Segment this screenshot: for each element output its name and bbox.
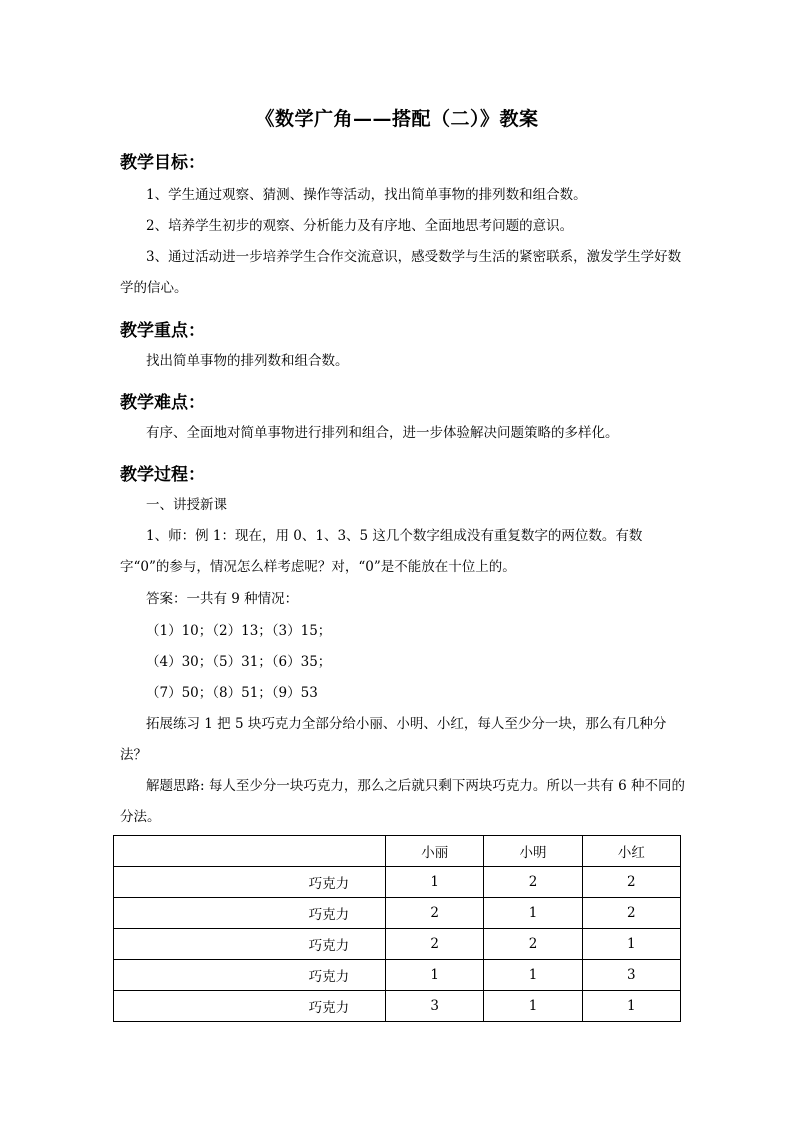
table-header-cell: 小明 <box>484 836 582 867</box>
table-cell: 巧克力 <box>114 929 386 960</box>
table-row <box>114 898 681 929</box>
table-header-row <box>114 836 681 867</box>
table-cell: 1 <box>386 960 484 991</box>
table-cell: 2 <box>582 867 680 898</box>
answer-intro: 答案：一共有 9 种情况： <box>146 591 299 607</box>
table-cell: 2 <box>484 867 582 898</box>
answer-line-1: （1）10；（2）13；（3）15； <box>146 623 332 639</box>
example-text: 1、师：例 1：现在，用 0、1、3、5 这几个数字组成没有重复数字的两位数。有数字“0”的参与，情况怎么样考虑呢？对，“0”是不能放在十位上的。 <box>120 528 643 575</box>
table-cell: 2 <box>582 898 680 929</box>
table-cell: 2 <box>484 929 582 960</box>
key-point-text: 找出简单事物的排列数和组合数。 <box>146 353 349 369</box>
table-header-cell <box>114 836 386 867</box>
table-cell: 巧克力 <box>114 898 386 929</box>
table-cell: 1 <box>582 929 680 960</box>
table-cell: 1 <box>582 991 680 1022</box>
table-header-cell: 小红 <box>582 836 680 867</box>
table-row <box>114 929 681 960</box>
key-point-heading: 教学重点： <box>120 321 205 341</box>
objective-item-3: 3、通过活动进一步培养学生合作交流意识，感受数学与生活的紧密联系，激发学生学好数学的信心。 <box>120 249 682 296</box>
objectives-heading: 教学目标： <box>120 153 205 173</box>
table-row <box>114 960 681 991</box>
answer-line-2: （4）30；（5）31；（6）35； <box>146 654 332 670</box>
objective-item-2: 2、培养学生初步的观察、分析能力及有序地、全面地思考问题的意识。 <box>146 218 574 234</box>
table-cell: 巧克力 <box>114 960 386 991</box>
table-cell: 1 <box>484 960 582 991</box>
document-title: 《数学广角——搭配（二）》教案 <box>255 108 539 130</box>
table-cell: 1 <box>484 898 582 929</box>
objective-item-1: 1、学生通过观察、猜测、操作等活动，找出简单事物的排列数和组合数。 <box>146 187 587 203</box>
table-cell: 2 <box>386 898 484 929</box>
table-cell: 1 <box>386 867 484 898</box>
table-cell: 巧克力 <box>114 867 386 898</box>
table-cell: 巧克力 <box>114 991 386 1022</box>
table-row <box>114 991 681 1022</box>
difficulty-heading: 教学难点： <box>120 393 205 413</box>
table-cell: 2 <box>386 929 484 960</box>
table-cell: 1 <box>484 991 582 1022</box>
process-step-title: 一、讲授新课 <box>146 497 227 513</box>
table-cell: 3 <box>582 960 680 991</box>
solution-text: 解题思路: 每人至少分一块巧克力，那么之后就只剩下两块巧克力。所以一共有 6 种不同的分法。 <box>120 778 686 825</box>
answer-line-3: （7）50；（8）51；（9）53 <box>146 685 318 701</box>
table-row <box>114 867 681 898</box>
table-header-cell: 小丽 <box>386 836 484 867</box>
distribution-table <box>113 835 681 1022</box>
table-cell: 3 <box>386 991 484 1022</box>
exercise-text: 拓展练习 1 把 5 块巧克力全部分给小丽、小明、小红，每人至少分一块，那么有几种分法？ <box>120 716 667 763</box>
difficulty-text: 有序、全面地对简单事物进行排列和组合，进一步体验解决问题策略的多样化。 <box>146 425 619 441</box>
process-heading: 教学过程： <box>120 465 205 485</box>
